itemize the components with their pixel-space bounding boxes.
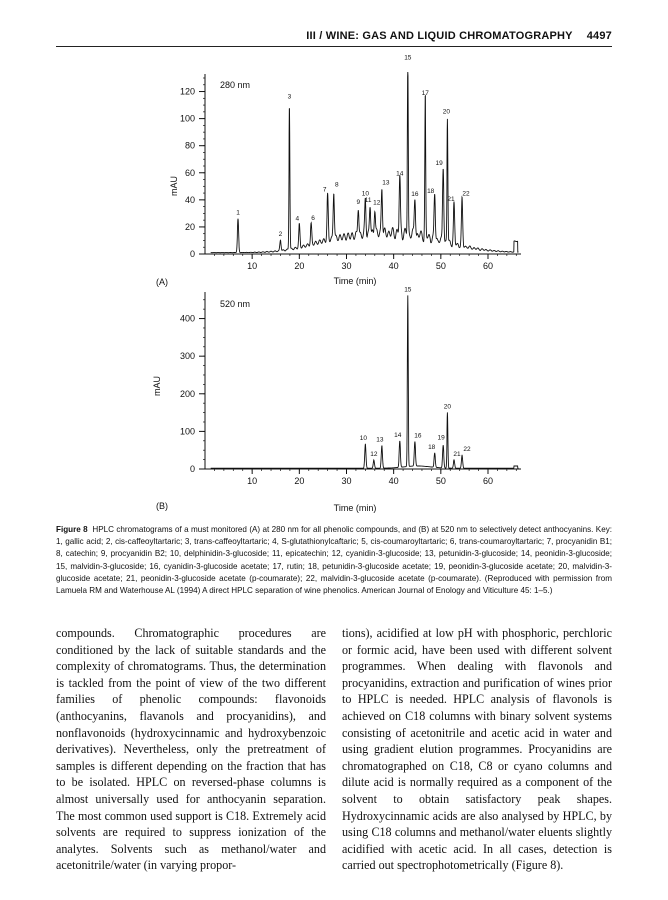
- undefined-y-tick-label: 20: [184, 221, 195, 232]
- undefined-x-tick-label: 50: [435, 261, 446, 271]
- undefined-peak-label: 11: [364, 197, 372, 205]
- undefined-x-tick-label: 30: [341, 261, 352, 271]
- undefined-peak-label: 19: [435, 159, 443, 167]
- panel-label-b: (B): [156, 501, 168, 511]
- undefined-y-tick-label: 120: [179, 86, 195, 97]
- chromatogram-a: [0, 54, 668, 300]
- undefined-peak-label: 15: [404, 54, 412, 62]
- undefined-peak-label: 21: [453, 450, 461, 458]
- undefined-x-tick-label: 40: [388, 476, 399, 486]
- chart-a-ylabel: mAU: [169, 176, 179, 196]
- undefined-x-tick-label: 20: [294, 261, 305, 271]
- undefined-peak-label: 16: [414, 432, 422, 440]
- undefined-peak-label: 7: [322, 186, 327, 194]
- undefined-peak-label: 17: [421, 89, 429, 97]
- undefined-peak-label: 14: [396, 170, 404, 178]
- undefined-peak-label: 19: [437, 434, 445, 442]
- chart-a-xlabel: Time (min): [333, 276, 377, 286]
- undefined-x-tick-label: 60: [482, 261, 493, 271]
- undefined-y-tick-label: 300: [179, 351, 195, 362]
- undefined-peak-label: 12: [373, 199, 381, 207]
- undefined-x-tick-label: 30: [341, 476, 352, 486]
- panel-label-a: (A): [156, 277, 168, 287]
- running-title: III / WINE: GAS AND LIQUID CHROMATOGRAPHY: [306, 30, 573, 42]
- undefined-peak-label: 10: [359, 434, 367, 442]
- undefined-trace: [211, 72, 519, 253]
- body-column-right: [342, 625, 612, 874]
- undefined-peak-label: 6: [311, 214, 315, 222]
- running-head: [0, 30, 612, 42]
- header-rule: [56, 46, 612, 47]
- caption-text: HPLC chromatograms of a must monitored (A) at 280 nm for all phenolic compounds, and (B) at 520 nm to selectively detect anthocyanins. Key: 1, gallic acid; 2, cis-caffeoyltartaric; 3, trans-caffeoyltartaric; 4, S-glutathionylcaftaric; 5, cis-coumaroyltartaric; 6, trans-coumaroyltartaric; 7, procyanidin B1; 8, catechin; 9, procyanidin B2; 10, delphinidin-3-glucoside; 11, epicatechin; 12, cyanidin-3-glucoside; 13, petunidin-3-glucoside; 14, peonidin-3-glucoside; 15, malvidin-3-glucoside; 16, cyanidin-3-glucoside acetate; 17, rutin; 18, petunidin-3-glucoside acetate; 19, peonidin-3-glucoside acetate; 20, malvidin-3-glucoside acetate; 21, peonidin-3-glucoside acetate (p-coumarate); 22, malvidin-3-glucoside acetate (p-coumarate). (Reproduced with permission from Lamuela RM and Waterhouse AL (1994) A direct HPLC separation of wine phenolics. American Journal of Enology and Viticulture 45: 1–5.): [56, 525, 612, 596]
- undefined-y-tick-label: 60: [184, 167, 195, 178]
- chart-b-ylabel: mAU: [152, 376, 162, 396]
- undefined-peak-label: 9: [356, 198, 361, 206]
- undefined-y-tick-label: 400: [179, 313, 195, 324]
- undefined-y-tick-label: 200: [179, 388, 195, 399]
- figure-caption: [56, 524, 612, 597]
- undefined-y-tick-label: 100: [179, 113, 195, 124]
- chart-b-title: 520 nm: [220, 299, 251, 309]
- undefined-x-tick-label: 10: [247, 261, 258, 271]
- undefined-y-tick-label: 0: [189, 249, 195, 259]
- chromatogram-b: [0, 288, 668, 518]
- undefined-peak-label: 10: [361, 190, 369, 198]
- undefined-x-tick-label: 10: [247, 476, 258, 486]
- undefined-peak-label: 18: [428, 443, 436, 451]
- chart-b-xlabel: Time (min): [333, 503, 377, 513]
- undefined-peak-label: 12: [370, 450, 378, 458]
- body-column-left: [56, 625, 326, 874]
- undefined-peak-label: 18: [427, 187, 435, 195]
- undefined-peak-label: 2: [278, 230, 283, 238]
- undefined-peak-label: 13: [376, 436, 384, 444]
- undefined-peak-label: 3: [287, 93, 292, 101]
- undefined-y-tick-label: 100: [179, 426, 195, 437]
- undefined-peak-label: 4: [295, 215, 300, 223]
- body-right-paragraph: tions), acidified at low pH with phosphoric, perchloric or formic acid, have been used with different solvent programmes. When dealing with flavonols and procyanidins, extraction and purification of wines prior to HPLC is needed. HPLC analysis of flavonols is achieved on C18 columns with binary solvent systems consisting of acetonitrile and acetic acid in water and using gradient elution programmes. Procyanidins are chromatographed on C18, C8 or cyano columns and dilute acid is normally required as a component of the solvent to obtain satisfactory peak shapes. Hydroxycinnamic acids are also analysed by HPLC, by using C18 columns and methanol/water eluents slightly acidified with acetic acid. In all cases, detection is carried out spectrophotometrically (Figure 8).: [342, 626, 612, 873]
- figure-label: Figure 8: [56, 525, 88, 534]
- undefined-trace: [211, 295, 519, 468]
- undefined-peak-label: 22: [462, 190, 470, 198]
- body-left-paragraph: compounds. Chromatographic procedures are conditioned by the lack of suitable standards and the complexity of chromatograms. Thus, the determination is tackled from the point of view of the two different families of phenolic compounds: flavonoids (anthocyanins, flavanols and procyanidins), and nonflavonoids (hydroxycinnamic and hydroxybenzoic derivatives). Nevertheless, only the pretreatment of samples is different depending on the fraction that has to be isolated. HPLC on reversed-phase columns is almost universally used for anthocyanin separation. The most common used support is C18. Extremely acid solvents are required to suppress ionization of the analytes. Solvents such as methanol/water and acetonitrile/water (in varying propor-: [56, 626, 326, 873]
- undefined-peak-label: 16: [411, 191, 419, 199]
- page-number: 4497: [586, 30, 612, 42]
- undefined-y-tick-label: 40: [184, 194, 195, 205]
- undefined-x-tick-label: 20: [294, 476, 305, 486]
- undefined-peak-label: 20: [443, 403, 452, 411]
- undefined-peak-label: 21: [447, 195, 455, 203]
- undefined-x-tick-label: 50: [435, 476, 446, 486]
- undefined-y-tick-label: 80: [184, 140, 195, 151]
- undefined-peak-label: 1: [236, 209, 240, 217]
- undefined-x-tick-label: 40: [388, 261, 399, 271]
- undefined-peak-label: 8: [334, 181, 339, 189]
- undefined-peak-label: 22: [463, 446, 471, 454]
- undefined-x-tick-label: 60: [482, 476, 493, 486]
- undefined-y-tick-label: 0: [189, 464, 195, 474]
- undefined-peak-label: 15: [404, 286, 412, 294]
- undefined-peak-label: 20: [442, 108, 451, 116]
- undefined-peak-label: 13: [382, 179, 390, 187]
- undefined-peak-label: 14: [394, 431, 402, 439]
- chart-a-title: 280 nm: [220, 80, 251, 90]
